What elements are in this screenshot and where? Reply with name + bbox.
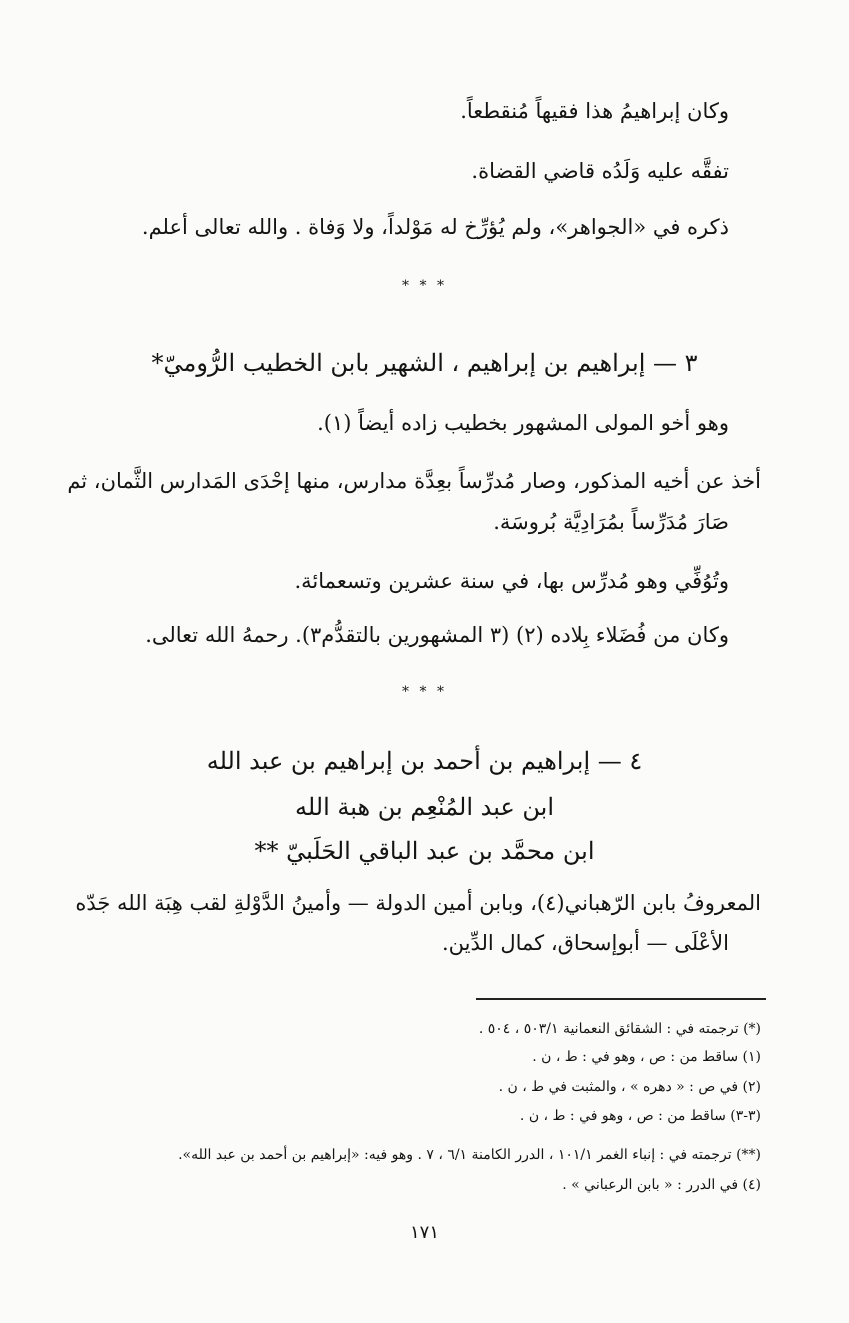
- body-line: ذكره في «الجواهر»، ولم يُؤرِّخ له مَوْلداً، ولا وَفاة . والله تعالى أعلم.: [141, 215, 729, 239]
- footnote: (٣-٣) ساقط من : ص ، وهو في : ط ، ن .: [519, 1108, 761, 1124]
- footnote: (٢) في ص : « دهره » ، والمثبت في ط ، ن .: [498, 1079, 761, 1095]
- entry-heading: ٣ — إبراهيم بن إبراهيم ، الشهير بابن الخطيب الرُّوميّ*: [151, 349, 698, 377]
- footnote-divider: [476, 998, 766, 1000]
- footnote: (**) ترجمته في : إنباء الغمر ١٠١/١ ، الدرر الكامنة ٦/١ ، ٧ . وهو فيه: «إبراهيم بن أحمد بن عبد الله».: [178, 1147, 761, 1163]
- body-line: وهو أخو المولى المشهور بخطيب زاده أيضاً (١).: [317, 411, 729, 435]
- body-line: وكان من فُضَلاء بِلاده (٢) (٣ المشهورين بالتقدُّم٣). رحمهُ الله تعالى.: [145, 623, 729, 647]
- body-line: أخذ عن أخيه المذكور، وصار مُدرِّساً بعِدَّة مدارس، منها إحْدَى المَدارس الثَّمان، ثم: [67, 469, 761, 493]
- body-line: تفقَّه عليه وَلَدُه قاضي القضاة.: [471, 159, 729, 183]
- entry-heading: ابن عبد المُنْعِم بن هبة الله: [294, 793, 555, 821]
- body-line: المعروفُ بابن الرّهباني(٤)، وبابن أمين الدولة — وأمينُ الدَّوْلةِ لقب هِبَة الله جَدّه: [75, 891, 761, 915]
- footnote: (١) ساقط من : ص ، وهو في : ط ، ن .: [532, 1049, 761, 1065]
- section-separator: * * *: [402, 684, 447, 700]
- entry-heading: ابن محمَّد بن عبد الباقي الحَلَبيّ **: [254, 837, 595, 865]
- footnote: (*) ترجمته في : الشقائق النعمانية ٥٠٣/١ ، ٥٠٤ .: [478, 1021, 761, 1037]
- page-number: ١٧١: [409, 1222, 439, 1243]
- body-line: الأعْلَى — أبوإسحاق، كمال الدِّين.: [441, 931, 729, 955]
- section-separator: * * *: [402, 278, 447, 294]
- body-line: وكان إبراهيمُ هذا فقيهاً مُنقطعاً.: [460, 99, 729, 123]
- entry-heading: ٤ — إبراهيم بن أحمد بن إبراهيم بن عبد الله: [206, 747, 643, 775]
- body-line: صَارَ مُدَرِّساً بمُرَادِيَّة بُروسَة.: [493, 510, 729, 534]
- footnote: (٤) في الدرر : « بابن الرعباني » .: [562, 1177, 761, 1193]
- body-line: وتُوُفِّي وهو مُدرِّس بها، في سنة عشرين وتسعمائة.: [294, 569, 729, 593]
